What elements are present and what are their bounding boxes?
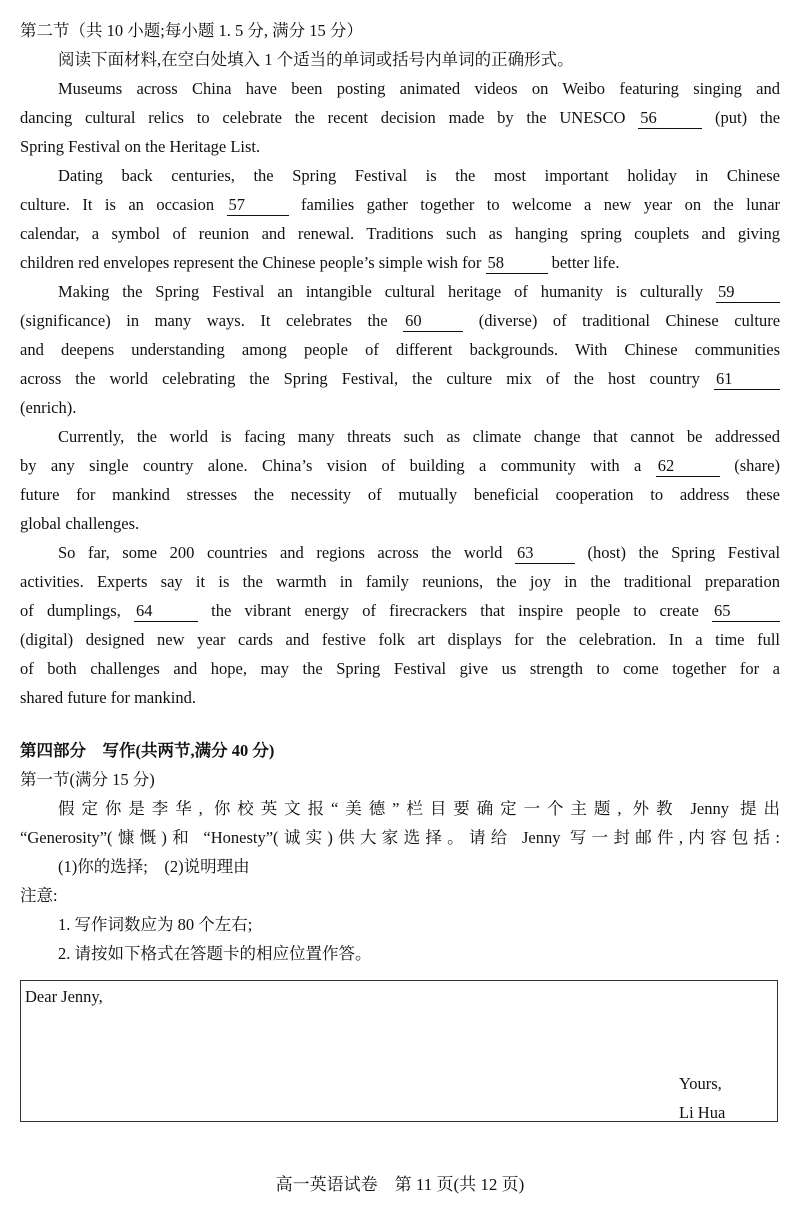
p3-line1: Making the Spring Festival an intangible cultural heritage of humanity is culturally 59 [20, 277, 780, 306]
p2-line2: culture. It is an occasion 57 families gather together to welcome a new year on the lunar [20, 195, 781, 214]
writing-task-line3: (1)你的选择; (2)说明理由 [58, 857, 250, 876]
blank-62[interactable]: 62 [656, 456, 720, 477]
p1-line1: Museums across China have been posting animated videos on Weibo featuring singing and [58, 79, 780, 98]
blank-60[interactable]: 60 [403, 311, 463, 332]
p1-line3: Spring Festival on the Heritage List. [20, 137, 261, 156]
p3-line5: (enrich). [20, 398, 77, 417]
p5-line5: of both challenges and hope, may the Spring Festival give us strength to come together for a [20, 659, 780, 678]
blank-65[interactable]: 65 [712, 601, 780, 622]
p5-line6: shared future for mankind. [20, 688, 196, 707]
p2-line1: Dating back centuries, the Spring Festival is the most important holiday in Chinese [58, 166, 780, 185]
letter-closing-line1: Yours, [679, 1074, 722, 1093]
p4-line2: by any single country alone. China’s vision of building a community with a 62 (share) [20, 456, 781, 475]
p3-line2: (significance) in many ways. It celebrates the 60 (diverse) of traditional Chinese culture [20, 311, 781, 330]
p1-line2: dancing cultural relics to celebrate the recent decision made by the UNESCO 56 (put) the [20, 108, 781, 127]
part4-subheading: 第一节(满分 15 分) [20, 770, 155, 789]
p5-line1: So far, some 200 countries and regions across the world 63 (host) the Spring Festival [58, 543, 781, 562]
p5-line4: (digital) designed new year cards and festive folk art displays for the celebration. In a time full [20, 630, 780, 649]
letter-signature: Li Hua [679, 1103, 726, 1122]
letter-answer-box[interactable] [20, 980, 778, 1122]
p4-line3: future for mankind stresses the necessity of mutually beneficial cooperation to address these [20, 485, 780, 504]
note-item-1: 1. 写作词数应为 80 个左右; [58, 915, 253, 934]
p2-line3: calendar, a symbol of reunion and renewal. Traditions such as hanging spring couplets and giving [20, 224, 780, 243]
section-heading: 第二节（共 10 小题;每小题 1. 5 分, 满分 15 分） [20, 21, 363, 40]
writing-task-line1: 假定你是李华, 你校英文报“美德”栏目要确定一个主题, 外教 Jenny 提出 [58, 799, 780, 818]
p4-line4: global challenges. [20, 514, 140, 533]
blank-61[interactable]: 61 [714, 369, 780, 390]
p5-line2: activities. Experts say it is the warmth in family reunions, the joy in the traditional preparation [20, 572, 780, 591]
blank-59[interactable]: 59 [716, 282, 780, 303]
letter-closing [679, 1069, 725, 1127]
note-item-2: 2. 请按如下格式在答题卡的相应位置作答。 [58, 944, 372, 963]
blank-64[interactable]: 64 [134, 601, 198, 622]
blank-58[interactable]: 58 [486, 253, 548, 274]
p5-line3: of dumplings, 64 the vibrant energy of firecrackers that inspire people to create 65 [20, 596, 780, 625]
page-footer: 高一英语试卷 第 11 页(共 12 页) [275, 1175, 525, 1194]
p4-line1: Currently, the world is facing many threats such as climate change that cannot be addressed [58, 427, 780, 446]
instruction: 阅读下面材料,在空白处填入 1 个适当的单词或括号内单词的正确形式。 [58, 50, 574, 69]
writing-task-line2: “Generosity”(慷慨)和 “Honesty”(诚实)供大家选择。请给 Jenny 写一封邮件,内容包括: [20, 828, 780, 847]
blank-63[interactable]: 63 [515, 543, 575, 564]
p3-line3: and deepens understanding among people of different backgrounds. With Chinese communities [20, 340, 780, 359]
blank-56[interactable]: 56 [638, 108, 702, 129]
blank-57[interactable]: 57 [227, 195, 289, 216]
p2-line4: children red envelopes represent the Chinese people’s simple wish for 58 better life. [20, 253, 620, 272]
exam-page [20, 16, 780, 968]
p3-line4: across the world celebrating the Spring Festival, the culture mix of the host country 61 [20, 364, 780, 393]
part4-heading: 第四部分 写作(共两节,满分 40 分) [20, 741, 275, 760]
letter-greeting: Dear Jenny, [25, 987, 103, 1006]
note-label: 注意: [20, 886, 58, 905]
